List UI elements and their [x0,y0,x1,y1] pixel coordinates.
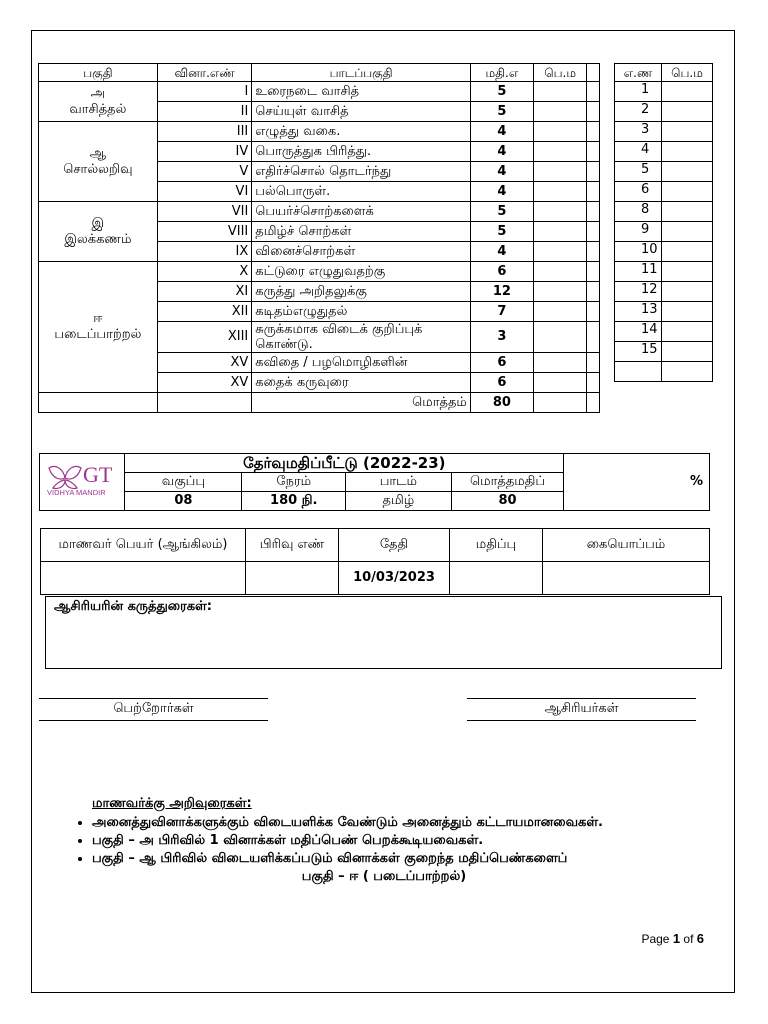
question-number-cell: XV [157,373,252,393]
teacher-signature-label: ஆசிரியர்கள் [544,701,619,716]
percentage-cell: % [564,454,710,511]
qnum-header-number: எ.ண [615,64,662,82]
marks-distribution-table [38,63,600,413]
spacer-cell [587,373,600,393]
qnum-table-body [615,82,713,382]
obtained-marks-cell[interactable] [533,102,587,122]
qnum-score-cell[interactable] [662,322,713,342]
question-number-cell: VI [157,182,252,202]
total-obtained-cell[interactable] [533,393,587,413]
max-marks-cell: 6 [470,353,533,373]
obtained-marks-cell[interactable] [533,122,587,142]
question-score-table [614,63,713,382]
spacer-cell [587,222,600,242]
value-class: 08 [125,492,242,511]
exam-header-table [39,453,710,511]
qnum-score-cell[interactable] [662,342,713,362]
obtained-marks-cell[interactable] [533,182,587,202]
question-number-cell: X [157,262,252,282]
question-number-cell: IX [157,242,252,262]
qnum-header-score: பெ.ம [662,64,713,82]
butterfly-logo-icon [45,462,119,498]
obtained-marks-cell[interactable] [533,82,587,102]
topic-cell: கருத்து அறிதலுக்கு [252,282,471,302]
col-header-topic: பாடப்பகுதி [252,64,471,82]
marks-table-row [39,262,600,282]
qnum-row [615,362,713,382]
topic-cell: தமிழ்ச் சொற்கள் [252,222,471,242]
marks-table-row [39,122,600,142]
parent-signature-line [39,698,268,721]
total-marks: 80 [470,393,533,413]
section-label: இ இலக்கணம் [39,202,158,262]
obtained-marks-cell[interactable] [533,142,587,162]
question-number-cell: V [157,162,252,182]
instruction-item: • பகுதி – அ பிரிவில் 1 வினாக்கள் மதிப்பெண் பெறக்கூடியவைகள். [92,832,704,850]
max-marks-cell: 3 [470,322,533,353]
topic-cell: கடிதம்எழுதுதல் [252,302,471,322]
qnum-number-cell: 2 [615,102,662,122]
topic-cell: கட்டுரை எழுதுவதற்கு [252,262,471,282]
spacer-cell [587,102,600,122]
col-header-question-no: வினா.எண் [157,64,252,82]
spacer-cell [587,302,600,322]
label-subject: பாடம் [345,473,451,492]
qnum-score-cell[interactable] [662,262,713,282]
max-marks-cell: 4 [470,182,533,202]
date-value: 10/03/2023 [339,562,450,595]
qnum-score-cell[interactable] [662,142,713,162]
topic-cell: செய்யுள் வாசித் [252,102,471,122]
total-empty-cell [157,393,252,413]
topic-cell: கதைக் கருவுரை [252,373,471,393]
marks-table-row [39,202,600,222]
spacer-cell [587,82,600,102]
instructions-block [64,796,704,886]
question-number-cell: XII [157,302,252,322]
obtained-marks-cell[interactable] [533,282,587,302]
max-marks-cell: 5 [470,202,533,222]
qnum-score-cell[interactable] [662,222,713,242]
spacer-cell [587,122,600,142]
qnum-number-cell: 10 [615,242,662,262]
max-marks-cell: 12 [470,282,533,302]
topic-cell: எழுத்து வகை. [252,122,471,142]
topic-cell: பெயர்ச்சொற்களைக் [252,202,471,222]
qnum-score-cell[interactable] [662,162,713,182]
header-division-no: பிரிவு எண் [246,529,339,562]
school-logo [40,454,125,511]
topic-cell: கவிதை / பழமொழிகளின் [252,353,471,373]
max-marks-cell: 6 [470,262,533,282]
qnum-score-cell[interactable] [662,122,713,142]
question-number-cell: VII [157,202,252,222]
max-marks-cell: 5 [470,82,533,102]
exam-title: தேர்வுமதிப்பீட்டு (2022-23) [125,454,564,473]
qnum-row [615,162,713,182]
obtained-marks-cell[interactable] [533,162,587,182]
qnum-header-row [615,64,713,82]
qnum-row [615,202,713,222]
label-class: வகுப்பு [125,473,242,492]
label-total-marks: மொத்தமதிப் [451,473,564,492]
qnum-number-cell [615,362,662,382]
qnum-score-cell[interactable] [662,202,713,222]
max-marks-cell: 5 [470,102,533,122]
spacer-cell [587,282,600,302]
qnum-score-cell[interactable] [662,362,713,382]
question-number-cell: II [157,102,252,122]
qnum-row [615,142,713,162]
obtained-marks-cell[interactable] [533,242,587,262]
header-student-name: மாணவர் பெயர் (ஆங்கிலம்) [41,529,246,562]
section-label: ஈ படைப்பாற்றல் [39,262,158,393]
obtained-marks-cell[interactable] [533,202,587,222]
question-number-cell: XV [157,353,252,373]
qnum-row [615,242,713,262]
max-marks-cell: 7 [470,302,533,322]
remarks-label: ஆசிரியரின் கருத்துரைகள்: [54,599,212,614]
obtained-marks-cell[interactable] [533,262,587,282]
topic-cell: எதிர்ச்சொல் தொடர்ந்து [252,162,471,182]
qnum-number-cell: 3 [615,122,662,142]
obtained-marks-cell[interactable] [533,353,587,373]
spacer-cell [587,262,600,282]
question-number-cell: IV [157,142,252,162]
question-number-cell: VIII [157,222,252,242]
qnum-row [615,302,713,322]
spacer-cell [587,353,600,373]
topic-cell: வினைச்சொற்கள் [252,242,471,262]
obtained-marks-cell[interactable] [533,222,587,242]
label-time: நேரம் [242,473,346,492]
instructions-list [64,814,704,868]
qnum-number-cell: 6 [615,182,662,202]
qnum-number-cell: 15 [615,342,662,362]
col-header-obtained: பெ.ம [533,64,587,82]
qnum-number-cell: 11 [615,262,662,282]
value-subject: தமிழ் [345,492,451,511]
topic-cell: உரைநடை வாசித் [252,82,471,102]
total-label: மொத்தம் [252,393,471,413]
qnum-number-cell: 9 [615,222,662,242]
qnum-row [615,82,713,102]
max-marks-cell: 5 [470,222,533,242]
qnum-row [615,182,713,202]
header-date: தேதி [339,529,450,562]
total-row [39,393,600,413]
max-marks-cell: 4 [470,142,533,162]
instruction-continuation: பகுதி – ஈ ( படைப்பாற்றல்) [301,869,467,884]
teacher-signature-line [467,698,696,721]
spacer-cell [587,182,600,202]
value-time: 180 நி. [242,492,346,511]
question-number-cell: XIII [157,322,252,353]
qnum-score-cell[interactable] [662,182,713,202]
qnum-score-cell[interactable] [662,102,713,122]
page-prefix: Page [641,932,670,946]
qnum-number-cell: 5 [615,162,662,182]
topic-cell: பல்பொருள். [252,182,471,202]
marks-table-row [39,82,600,102]
qnum-row [615,322,713,342]
logo-text: GT [83,461,113,487]
qnum-score-cell[interactable] [662,82,713,102]
header-score: மதிப்பு [450,529,543,562]
qnum-row [615,102,713,122]
qnum-number-cell: 8 [615,202,662,222]
qnum-number-cell: 13 [615,302,662,322]
marks-table-header-row [39,64,600,82]
marks-table-body [39,82,600,413]
qnum-row [615,342,713,362]
page-number [641,931,704,946]
qnum-score-cell[interactable] [662,282,713,302]
spacer-cell [587,393,600,413]
col-header-marks: மதி.எ [470,64,533,82]
question-number-cell: III [157,122,252,142]
division-no-field[interactable] [246,562,339,595]
total-empty-cell [39,393,158,413]
instruction-item: • அனைத்துவினாக்களுக்கும் விடையளிக்க வேண்டும் அனைத்தும் கட்டாயமானவைகள். [92,814,704,832]
max-marks-cell: 4 [470,162,533,182]
qnum-number-cell: 4 [615,142,662,162]
page-of: of [683,932,694,946]
obtained-marks-cell[interactable] [533,373,587,393]
section-label: ஆ சொல்லறிவு [39,122,158,202]
spacer-cell [587,202,600,222]
spacer-cell [587,322,600,353]
qnum-row [615,282,713,302]
max-marks-cell: 4 [470,242,533,262]
score-field[interactable] [450,562,543,595]
qnum-number-cell: 12 [615,282,662,302]
header-signature: கையொப்பம் [543,529,710,562]
signature-field[interactable] [543,562,710,595]
topic-cell: சுருக்கமாக விடைக் குறிப்புக் கொண்டு. [252,322,471,353]
parent-signature-label: பெற்றோர்கள் [113,701,194,716]
qnum-score-cell[interactable] [662,242,713,262]
qnum-number-cell: 1 [615,82,662,102]
page-current: 1 [672,931,681,946]
spacer-cell [587,142,600,162]
max-marks-cell: 4 [470,122,533,142]
qnum-score-cell[interactable] [662,302,713,322]
topic-cell: பொருத்துக பிரித்து. [252,142,471,162]
col-header-section: பகுதி [39,64,158,82]
question-number-cell: I [157,82,252,102]
spacer-cell [587,242,600,262]
col-header-spacer [587,64,600,82]
qnum-number-cell: 14 [615,322,662,342]
spacer-cell [587,162,600,182]
instructions-heading: மாணவர்க்கு அறிவுரைகள்: [92,796,252,811]
value-total-marks: 80 [451,492,564,511]
question-number-cell: XI [157,282,252,302]
student-name-field[interactable] [41,562,246,595]
section-label: அ வாசித்தல் [39,82,158,122]
obtained-marks-cell[interactable] [533,322,587,353]
instruction-item: • பகுதி – ஆ பிரிவில் விடையளிக்கப்படும் வினாக்கள் குறைந்த மதிப்பெண்களைப் [92,850,704,868]
teacher-remarks-box[interactable] [45,596,722,669]
page-total: 6 [696,931,704,946]
max-marks-cell: 6 [470,373,533,393]
qnum-row [615,222,713,242]
qnum-row [615,262,713,282]
obtained-marks-cell[interactable] [533,302,587,322]
logo-subtext: VIDHYA MANDIR [47,487,106,497]
student-details-table [40,528,710,595]
qnum-row [615,122,713,142]
